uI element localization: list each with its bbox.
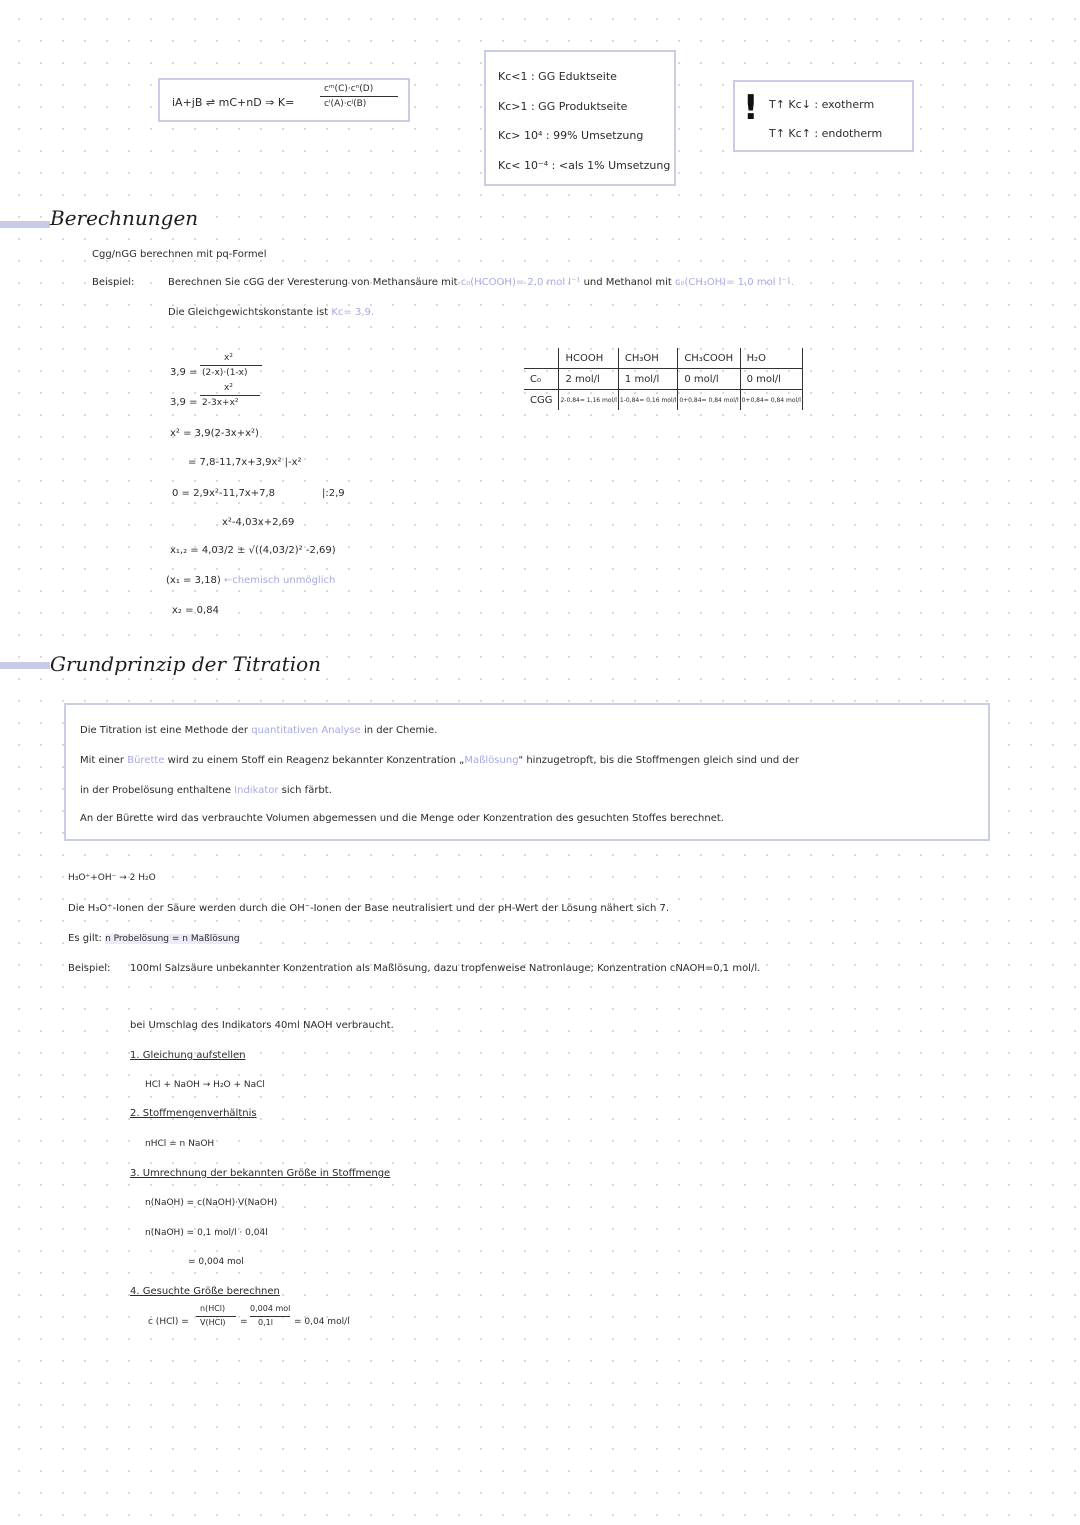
- table-cell: 2-0,84= 1,16 mol/l: [559, 390, 618, 411]
- equilibrium-table: [524, 348, 803, 410]
- kc-numerator: cᵐ(C)·cⁿ(D): [324, 84, 374, 94]
- step-2-equation: nHCl = n NaOH: [145, 1139, 215, 1149]
- table-row: [524, 369, 802, 390]
- calc-line-2-lhs: 3,9 =: [170, 397, 198, 408]
- section-title-titration: Grundprinzip der Titration: [50, 652, 322, 676]
- def-l1c: in der Chemie.: [363, 725, 438, 736]
- calc-line-4: = 7,8-11,7x+3,9x² |-x²: [188, 457, 302, 468]
- step-3-eq-3: = 0,004 mol: [188, 1257, 244, 1267]
- table-cell: CH₃COOH: [678, 348, 740, 369]
- calc-line-1-bar: [200, 365, 262, 366]
- exclamation-icon: !: [743, 88, 759, 128]
- step-3-heading: 3. Umrechnung der bekannten Größe in Stoffmenge: [130, 1168, 391, 1179]
- step-4-eq-sign: =: [240, 1317, 248, 1327]
- def-l2d: Maßlösung: [464, 755, 519, 766]
- calc-line-3: x² = 3,9(2-3x+x²): [170, 428, 259, 439]
- step-3-eq-2: n(NaOH) = 0,1 mol/l · 0,04l: [145, 1228, 268, 1238]
- step-4-result: = 0,04 mol/l: [294, 1317, 350, 1327]
- calc-line-9: x₂ = 0,84: [172, 605, 219, 616]
- step-1-heading: 1. Gleichung aufstellen: [130, 1050, 246, 1061]
- x1-value: (x₁ = 3,18): [166, 575, 221, 586]
- calc-line-6: x²-4,03x+2,69: [222, 517, 295, 528]
- temperature-box: [733, 80, 914, 152]
- def-l1a: Die Titration ist eine Methode der: [80, 725, 249, 736]
- table-cell: 0+0,84= 0,84 mol/l: [678, 390, 740, 411]
- def-l2c: wird zu einem Stoff ein Reagenz bekannter Konzentration „: [167, 755, 465, 766]
- table-cell: [524, 348, 559, 369]
- def-l2b: Bürette: [127, 755, 165, 766]
- table-cell: 0+0,84= 0,84 mol/l: [740, 390, 802, 411]
- neutralisation-explanation: Die H₃O⁺-Ionen der Säure werden durch die OH⁻-Ionen der Base neutralisiert und der pH-Wert der Lösung nähert sich 7.: [68, 903, 670, 914]
- constant-line: [168, 307, 374, 318]
- step-3-eq-1: n(NaOH) = c(NaOH)·V(NaOH): [145, 1198, 278, 1208]
- def-l3b: Indikator: [234, 785, 279, 796]
- calc-line-2-num: x²: [224, 383, 233, 393]
- temp-rule-exotherm: T↑ Kc↓ : exotherm: [769, 98, 875, 111]
- table-cell: 1-0,84= 0,16 mol/l: [618, 390, 677, 411]
- kc-fraction-line: [320, 96, 398, 97]
- def-l3c: sich färbt.: [281, 785, 332, 796]
- calc-line-1-num: x²: [224, 353, 233, 363]
- step-4-heading: 4. Gesuchte Größe berechnen: [130, 1286, 280, 1297]
- step-4-fraction-2: [250, 1304, 292, 1330]
- kc-rules-box: [484, 50, 676, 186]
- table-cell: 0 mol/l: [740, 369, 802, 390]
- calc-line-8: [166, 575, 335, 586]
- example-2-line-1: 100ml Salzsäure unbekannter Konzentration als Maßlösung, dazu tropfenweise Natronlauge; Konzentration cNAOH=0,1 mol/l.: [130, 963, 761, 974]
- titration-rule: [68, 933, 240, 944]
- kc-denominator: cⁱ(A)·cʲ(B): [324, 99, 367, 109]
- example-text-1: [168, 277, 794, 288]
- example-label-2: Beispiel:: [68, 963, 111, 974]
- rule-text: n Probelösung = n Maßlösung: [105, 934, 240, 944]
- table-cell: CH₃OH: [618, 348, 677, 369]
- f2-bar: [250, 1316, 290, 1317]
- table-cell: CGG: [524, 390, 559, 411]
- kc-rule-1: Kc<1 : GG Eduktseite: [498, 70, 617, 83]
- step-1-equation: HCl + NaOH → H₂O + NaCl: [145, 1080, 265, 1090]
- def-l2e: " hinzugetropft, bis die Stoffmengen gleich sind und der: [518, 755, 800, 766]
- example-label-1: Beispiel:: [92, 277, 135, 288]
- table-cell: 2 mol/l: [559, 369, 618, 390]
- section-title-berechnungen: Berechnungen: [50, 206, 199, 230]
- calc-line-2-bar: [200, 395, 260, 396]
- table-cell: 0 mol/l: [678, 369, 740, 390]
- kc-rule-4: Kc< 10⁻⁴ : <als 1% Umsetzung: [498, 159, 671, 172]
- pq-intro: Cgg/nGG berechnen mit pq-Formel: [92, 249, 267, 260]
- equilibrium-equation: iA+jB ⇌ mC+nD ⇒ K=: [172, 96, 295, 109]
- def-l1b: quantitativen Analyse: [251, 725, 361, 736]
- def-l3a: in der Probelösung enthaltene: [80, 785, 231, 796]
- f2-num: 0,004 mol: [250, 1304, 291, 1313]
- neutralisation-reaction: H₃O⁺+OH⁻ → 2 H₂O: [68, 873, 156, 883]
- and-text: und Methanol mit: [583, 277, 672, 288]
- calc-line-1-den: (2-x)·(1-x): [202, 368, 248, 378]
- table-cell: HCOOH: [559, 348, 618, 369]
- c0-methanol: c₀(CH₃OH)= 1,0 mol l⁻¹.: [674, 277, 794, 288]
- example-text: Berechnen Sie cGG der Veresterung von Methansäure mit: [168, 277, 458, 288]
- def-l2a: Mit einer: [80, 755, 125, 766]
- constant-text: Die Gleichgewichtskonstante ist: [168, 307, 329, 318]
- x1-note: ←chemisch unmöglich: [223, 575, 336, 586]
- f1-bar: [196, 1316, 236, 1317]
- step-2-heading: 2. Stoffmengenverhältnis: [130, 1108, 257, 1119]
- definition-line-1: [80, 725, 437, 736]
- kc-rule-3: Kc> 10⁴ : 99% Umsetzung: [498, 129, 644, 142]
- temp-rule-endotherm: T↑ Kc↑ : endotherm: [769, 127, 883, 140]
- table-row: [524, 390, 802, 411]
- step-4-lhs: c (HCl) =: [148, 1317, 189, 1327]
- calc-line-5-div: |:2,9: [322, 488, 345, 499]
- table-cell: 1 mol/l: [618, 369, 677, 390]
- table-cell: H₂O: [740, 348, 802, 369]
- equilibrium-formula-box: [158, 78, 410, 122]
- f1-den: V(HCl): [200, 1318, 226, 1327]
- calc-line-7: x₁,₂ = 4,03/2 ± √((4,03/2)² -2,69): [170, 545, 336, 556]
- calc-line-2-den: 2-3x+x²: [202, 398, 239, 408]
- calc-line-1-lhs: 3,9 =: [170, 367, 198, 378]
- rule-prefix: Es gilt:: [68, 933, 102, 944]
- calc-line-5: 0 = 2,9x²-11,7x+7,8: [172, 488, 276, 499]
- definition-line-3: [80, 785, 332, 796]
- example-2-line-2: bei Umschlag des Indikators 40ml NAOH verbraucht.: [130, 1020, 394, 1031]
- table-cell: C₀: [524, 369, 559, 390]
- c0-acid: c₀(HCOOH)= 2,0 mol l⁻¹: [460, 277, 581, 288]
- definition-line-4: An der Bürette wird das verbrauchte Volumen abgemessen und die Menge oder Konzentration des gesuchten Stoffes berechnet.: [80, 813, 724, 824]
- constant-value: Kc= 3,9.: [331, 307, 375, 318]
- titration-definition-box: [64, 703, 990, 841]
- table-header-row: [524, 348, 802, 369]
- step-4-fraction-1: [196, 1304, 238, 1330]
- f1-num: n(HCl): [200, 1304, 226, 1313]
- definition-line-2: [80, 755, 799, 766]
- kc-rule-2: Kc>1 : GG Produktseite: [498, 100, 628, 113]
- f2-den: 0,1l: [258, 1318, 273, 1327]
